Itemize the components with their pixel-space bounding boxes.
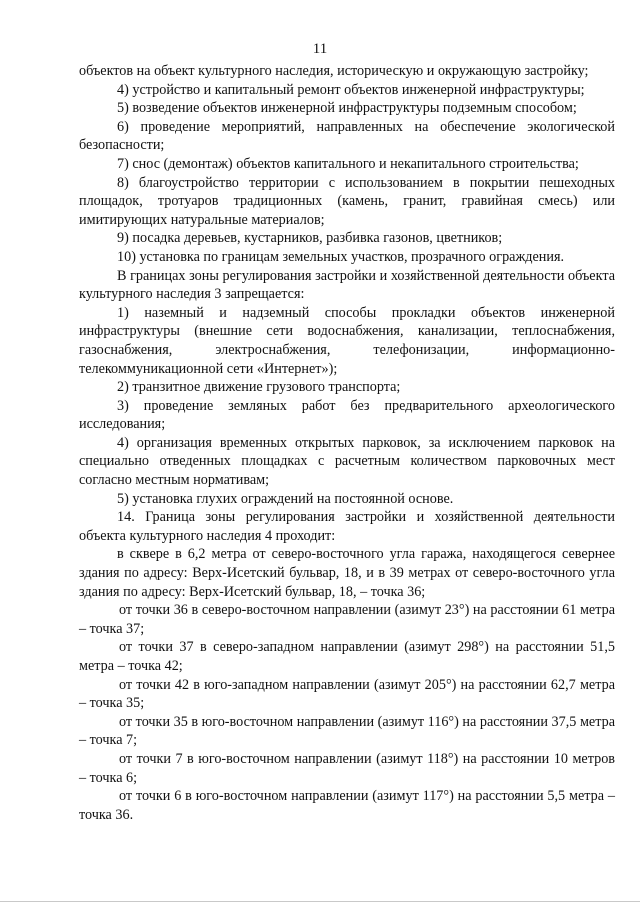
zone-3-prohibitions-heading: В границах зоны регулирования застройки и хозяйственной деятельности объекта культурного наследия 3 запрещается: [79,267,615,303]
prohibition-item-4: 4) организация временных открытых парковок, за исключением парковок на специально отведенных площадках с расчетным количеством парковочных мест согласно местным нормативам; [79,434,615,489]
prohibition-item-3: 3) проведение земляных работ без предварительного археологического исследования; [79,397,615,433]
list-item-9: 9) посадка деревьев, кустарников, разбивка газонов, цветников; [117,230,503,247]
boundary-segment-36-37: от точки 36 в северо-восточном направлении (азимут 23°) на расстоянии 61 метра – точка 37; [79,602,615,637]
list-item-6: 6) проведение мероприятий, направленных на обеспечение экологической безопасности; [79,118,615,154]
page-number: 11 [312,41,328,57]
boundary-segment-6-36: от точки 6 в юго-восточном направлении (азимут 117°) на расстоянии 5,5 метра – точка 36. [79,788,615,823]
list-item-5: 5) возведение объектов инженерной инфраструктуры подземным способом; [117,100,577,117]
boundary-segment-35-7: от точки 35 в юго-восточном направлении (азимут 116°) на расстоянии 37,5 метра – точка 7; [79,713,615,749]
document-body [79,62,615,824]
boundary-segment-7-6: от точки 7 в юго-восточном направлении (азимут 118°) на расстоянии 10 метров – точка 6; [79,750,615,786]
prohibition-item-5: 5) установка глухих ограждений на постоянной основе. [117,490,454,507]
boundary-segment-42-35: от точки 42 в юго-западном направлении (азимут 205°) на расстоянии 62,7 метра – точка 35; [79,676,615,712]
list-item-10: 10) установка по границам земельных участков, прозрачного ограждения. [117,248,565,265]
list-item-7: 7) снос (демонтаж) объектов капитального и некапитального строительства; [117,155,579,172]
section-14-heading: 14. Граница зоны регулирования застройки и хозяйственной деятельности объекта культурного наследия 4 проходит: [79,509,615,544]
scan-edge-line [0,901,640,902]
boundary-segment-37-42: от точки 37 в северо-западном направлении (азимут 298°) на расстоянии 51,5 метра – точка 42; [79,639,615,674]
list-item-8: 8) благоустройство территории с использованием в покрытии пешеходных площадок, тротуаров традиционных (камень, гранит, гравийная смесь) или имитирующих натуральные материалов; [79,174,615,228]
paragraph-continuation: объектов на объект культурного наследия, историческую и окружающую застройку; [79,63,589,79]
prohibition-item-2: 2) транзитное движение грузового транспорта; [117,379,401,396]
list-item-4: 4) устройство и капитальный ремонт объектов инженерной инфраструктуры; [117,81,585,98]
prohibition-item-1: 1) наземный и надземный способы прокладки объектов инженерной инфраструктуры (внешние сети водоснабжения, канализации, теплоснабжения, газоснабжения, электроснабжения, телефонизации, информационно-телекоммуникационной сети «Интернет»); [79,304,615,377]
boundary-start-point: в сквере в 6,2 метра от северо-восточного угла гаража, находящегося севернее здания по адресу: Верх-Исетский бульвар, 18, и в 39 метрах от северо-восточного угла здания по адресу: Верх-Исетский бульвар, 18, – точка 36; [79,546,615,600]
